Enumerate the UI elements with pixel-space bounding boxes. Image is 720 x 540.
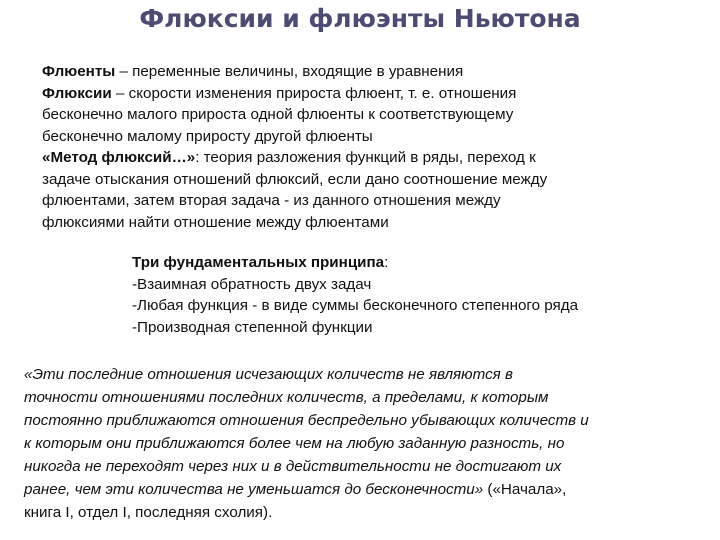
principles-heading-text: Три фундаментальных принципа bbox=[132, 254, 385, 271]
quote-line: постоянно приближаются отношения беспредельно убывающих количеств и bbox=[24, 412, 589, 429]
principle-item: -Производная степенной функции bbox=[132, 318, 373, 336]
page-title: Флюксии и флюэнты Ньютона bbox=[139, 4, 581, 33]
fluents-definition bbox=[42, 61, 702, 83]
principle-item: -Любая функция - в виде суммы бесконечного степенного ряда bbox=[132, 297, 579, 314]
newton-quote bbox=[24, 363, 714, 524]
quote-source-line: книга I, отдел I, последняя схолия). bbox=[24, 504, 273, 521]
method-description-line4: флюксиями найти отношение между флюентами bbox=[42, 213, 389, 231]
definitions-block bbox=[42, 61, 702, 233]
principles-heading bbox=[132, 252, 692, 274]
quote-end: ранее, чем эти количества не уменьшатся до бесконечности» bbox=[24, 481, 484, 498]
method-description: : теория разложения функций в ряды, переход к bbox=[195, 149, 536, 166]
quote-source: («Начала», bbox=[483, 481, 567, 498]
principle-item: -Взаимная обратность двух задач bbox=[132, 275, 372, 293]
method-definition bbox=[42, 147, 702, 169]
fluents-term: Флюенты bbox=[42, 63, 116, 80]
quote-line-with-source bbox=[24, 478, 714, 501]
quote-line: никогда не переходят через них и в действительности не достигают их bbox=[24, 458, 562, 475]
method-term: «Метод флюксий…» bbox=[42, 149, 196, 166]
quote-line: точности отношениями последних количеств, а пределами, к которым bbox=[24, 389, 549, 406]
method-description-line2: задаче отыскания отношений флюксий, если дано соотношение между bbox=[42, 170, 548, 188]
quote-line: «Эти последние отношения исчезающих количеств не являются в bbox=[24, 366, 513, 383]
fluxions-definition bbox=[42, 83, 702, 105]
quote-line: к которым они приближаются более чем на любую заданную разность, но bbox=[24, 435, 565, 452]
principles-block bbox=[132, 252, 692, 338]
fluxions-description-line3: бесконечно малому приросту другой флюенты bbox=[42, 127, 373, 145]
principles-heading-colon: : bbox=[384, 254, 389, 271]
fluxions-term: Флюксии bbox=[42, 84, 112, 102]
fluents-description: – переменные величины, входящие в уравнения bbox=[115, 63, 464, 80]
method-description-line3: флюентами, затем вторая задача - из данного отношения между bbox=[42, 192, 501, 209]
fluxions-description: – скорости изменения прироста флюент, т. е. отношения bbox=[111, 84, 517, 102]
fluxions-description-line2: бесконечно малого прироста одной флюенты к соответствующему bbox=[42, 106, 514, 123]
